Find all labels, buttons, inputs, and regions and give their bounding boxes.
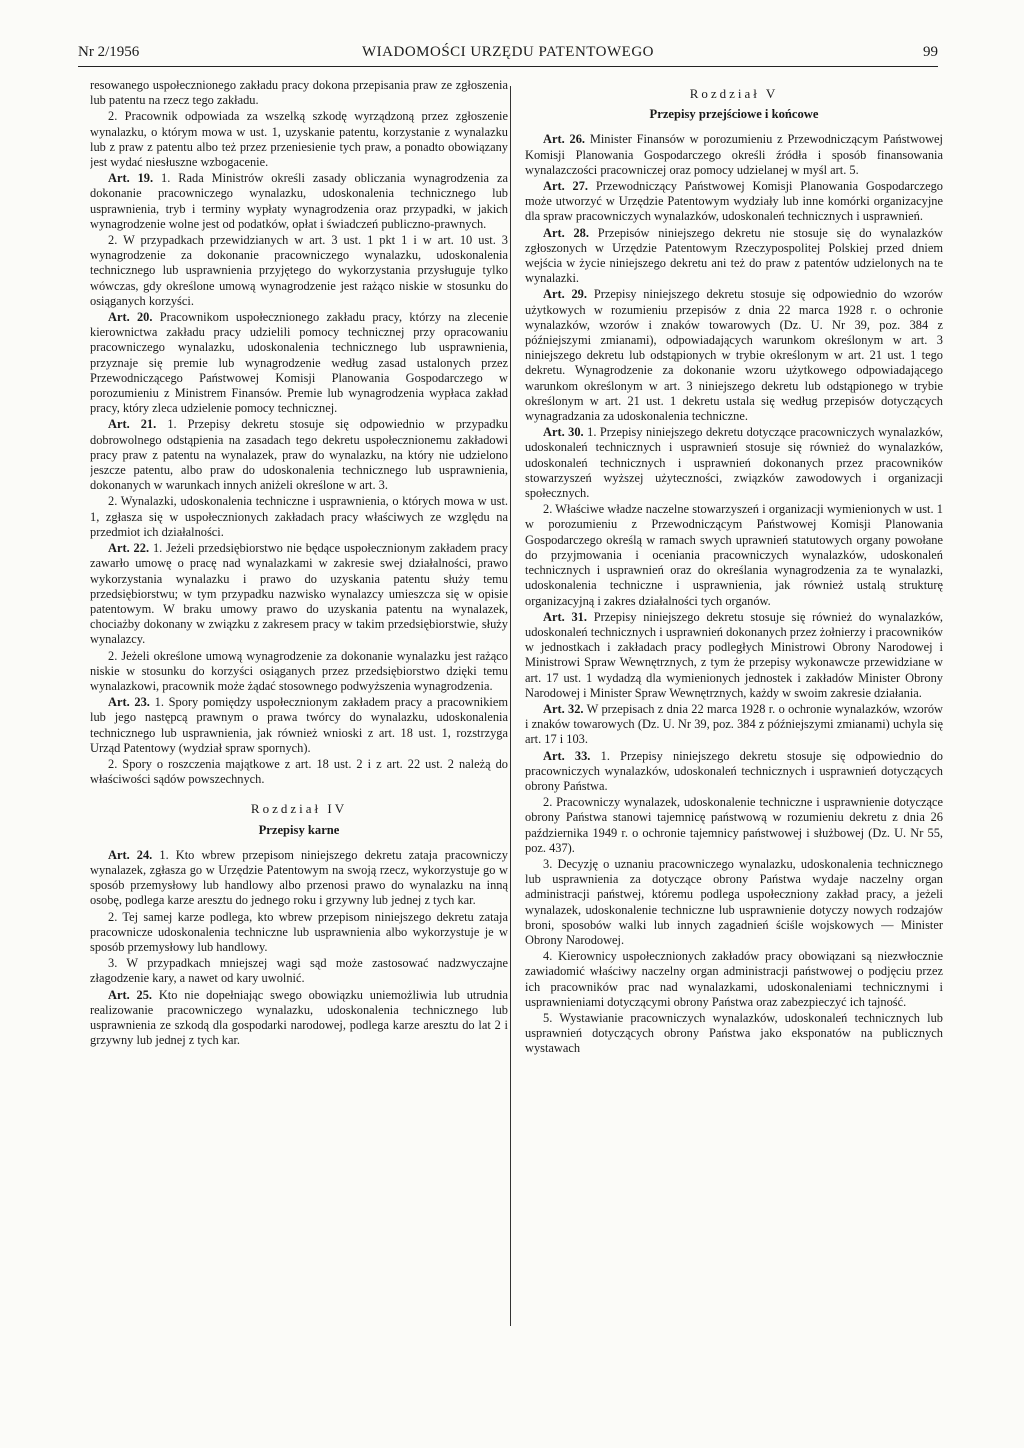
- page-header: [78, 40, 938, 64]
- publication-title: WIADOMOŚCI URZĘDU PATENTOWEGO: [362, 44, 654, 60]
- paragraph: [90, 757, 508, 787]
- chapter-title: Przepisy przejściowe i końcowe: [649, 107, 819, 122]
- page-number: 99: [923, 44, 938, 60]
- paragraph: [90, 78, 508, 108]
- paragraph-text: 1. Kto wbrew przepisom niniejszego dekretu zataja pracowniczy wynalazek, zgłasza go w Urzędzie Patentowym na swoją rzecz, wykorzystuje go w sposób przemysłowy lub handlowy albo przenosi prawo do wynalazku na inną osobę, podlega karze aresztu do jednego roku i grzywny lub jednej z tych kar.: [90, 847, 508, 908]
- paragraph: [90, 541, 508, 647]
- chapter-heading: Rozdział IV: [250, 801, 348, 817]
- left-column: [90, 78, 508, 1418]
- paragraph-text: 2. Spory o roszczenia majątkowe z art. 18 ust. 2 i z art. 22 ust. 2 należą do właściwości sądów powszechnych.: [90, 756, 508, 787]
- paragraph-text: 5. Wystawianie pracowniczych wynalazków, udoskonaleń technicznych lub usprawnień dotyczących obrony Państwa jako eksponatów na publicznych wystawach: [525, 1010, 943, 1056]
- paragraph-text: 1. Jeżeli przedsiębiorstwo nie będące uspołecznionym zakładem pracy zawarło umowę o pracę nad wynalazkami w zakresie swej działalności, prawo wykorzystania wynalazku i prawo do uzyskania patentu służy temu przedsiębiorstwu; w tym przypadku nazwisko wynalazcy umieszcza się w opisie patentowym. W braku umowy prawo do uzyskania patentu na wynalazek, chociażby dokonany w związku z zakresem pracy w takim przedsiębiorstwie, służy wynalazcy.: [90, 541, 508, 647]
- paragraph-text: 2. Właściwe władze naczelne stowarzyszeń i organizacji wymienionych w ust. 1 w porozumieniu z Przewodniczącym Państwowej Komisji Planowania Gospodarczego określą w ramach swych uprawnień statutowych organy powołane do przyjmowania i oceniania pracowniczych wynalazków, udoskonaleń technicznych i usprawnień oraz do określania wynagrodzenia za te wynalazki, udoskonalenia techniczne i usprawnienia, jak również ustalą strukturę organizacyjną i zakres działalności tych organów.: [525, 502, 943, 608]
- paragraph-text: Przepisy niniejszego dekretu stosuje się również do wynalazków, udoskonaleń technicznych i usprawnień dokonanych przez żołnierzy i pracowników w jednostkach i zakładach pracy podległych Ministrowi Obrony Narodowej i Ministrowi Spraw Wewnętrznych, z tym że przepisy wykonawcze przewidziane w art. 17 ust. 1 wydadzą dla wymienionych jednostek i zakładów Minister Obrony Narodowej i Minister Spraw Wewnętrznych, każdy w swoim zakresie działania.: [525, 609, 943, 700]
- article-number: Art. 23.: [108, 695, 150, 710]
- paragraph: [90, 310, 508, 416]
- paragraph-text: Przewodniczący Państwowej Komisji Planowania Gospodarczego może utworzyć w Urzędzie Patentowym wydziały lub inne komórki organizacyjne dla spraw pracowniczych wynalazków, udoskonaleń technicznych i usprawnień.: [525, 179, 943, 224]
- paragraph: [90, 988, 508, 1049]
- article-number: Art. 20.: [108, 310, 153, 325]
- chapter-heading: Rozdział V: [689, 86, 779, 101]
- paragraph: [525, 226, 943, 287]
- column-divider: [510, 86, 511, 1326]
- paragraph-text: 2. W przypadkach przewidzianych w art. 3 ust. 1 pkt 1 i w art. 10 ust. 3 wynagrodzenie za dokonanie pracowniczego wynalazku, udoskonalenia technicznego lub usprawnienia przyjętego do wykorzystania przysługuje tylko wówczas, gdy określone umową wynagrodzenie jest rażąco niskie w stosunku do osiąganych korzyści.: [90, 233, 508, 308]
- paragraph-text: Kto nie dopełniając swego obowiązku uniemożliwia lub utrudnia realizowanie pracowniczego wynalazku, udoskonalenia technicznego lub usprawnienia ze szkodą dla gospodarki narodowej, podlega karze aresztu do lat 2 i grzywny lub jednej z tych kar.: [90, 987, 508, 1048]
- article-number: Art. 27.: [543, 179, 588, 194]
- paragraph: [90, 109, 508, 170]
- header-rule: [78, 66, 938, 67]
- paragraph: [525, 857, 943, 948]
- article-number: Art. 19.: [108, 171, 154, 186]
- paragraph-text: Przepisy niniejszego dekretu stosuje się odpowiednio do wzorów użytkowych w rozumieniu przepisów z dnia 22 marca 1928 r. o ochronie wynalazków, wzorów i znaków towarowych (Dz. U. Nr 39, poz. 384 z późniejszymi zmianami), odpowiadających warunkom określonym w art. 3 niniejszego dekretu lub odstąpionych w trybie określonym w art. 21 ust. 1 tego dekretu. Wynagrodzenie za dokonanie wzoru użytkowego odpowiadającego warunkom określonym w art. 3 niniejszego dekretu lub odstąpionego w trybie określonym w art. 21 ust. 1 dekretu ustala się według przepisów dotyczących wynagradzania za udoskonalenia techniczne.: [525, 287, 943, 424]
- article-number: Art. 24.: [108, 847, 153, 862]
- paragraph: [90, 171, 508, 232]
- paragraph-text: 4. Kierownicy uspołecznionych zakładów pracy obowiązani są niezwłocznie zawiadomić właściwy naczelny organ administracji państwowej o podjęciu przez ich pracowników prac nad wynalazkami, udoskonaleniami technicznymi i usprawnieniami dotyczącymi obrony Państwa oraz zabezpieczyć ich tajność.: [525, 949, 943, 1009]
- article-number: Art. 31.: [543, 609, 587, 624]
- right-column: [525, 78, 943, 1418]
- paragraph-text: 2. Jeżeli określone umową wynagrodzenie za dokonanie wynalazku jest rażąco niskie w stosunku do korzyści osiąganych przez przedsiębiorstwo dzięki temu wynalazkowi, pracownik może żądać stosownego podwyższenia wynagrodzenia.: [90, 648, 508, 693]
- paragraph-text: 3. Decyzję o uznaniu pracowniczego wynalazku, udoskonalenia technicznego lub usprawnienia za dotyczące obrony Państwa wydaje naczelny organ administracji państwej, któremu podlega uspołeczniony zakład pracy, a jeżeli wynalazek, udoskonalenie techniczne lub usprawnienie dotyczy nowych rodzajów broni, sposobów walki lub innych zagadnień ściśle wojskowych — Minister Obrony Narodowej.: [525, 856, 943, 947]
- paragraph: [525, 179, 943, 225]
- paragraph: [90, 649, 508, 695]
- paragraph-text: 1. Spory pomiędzy uspołecznionym zakładem pracy a pracownikiem lub jego następcą prawnym o prawa twórcy do wynalazku, udoskonalenia technicznego lub usprawnienia, jak również wnioski z art. 18 ust. 1, rozstrzyga Urząd Patentowy (wydział spraw spornych).: [90, 695, 508, 755]
- paragraph: [525, 1011, 943, 1057]
- paragraph: [90, 956, 508, 986]
- paragraph: [90, 910, 508, 956]
- paragraph: [525, 610, 943, 701]
- issue-number: Nr 2/1956: [78, 44, 140, 60]
- paragraph: [90, 695, 508, 756]
- paragraph-text: 2. Tej samej karze podlega, kto wbrew przepisom niniejszego dekretu zataja pracownicze udoskonalenia techniczne lub usprawnienia albo wykorzystuje je w sposób przemysłowy lub handlowy.: [90, 909, 508, 954]
- paragraph-text: 2. Wynalazki, udoskonalenia techniczne i usprawnienia, o których mowa w ust. 1, zgłasza się w uspołecznionych zakładach pracy właściwych ze względu na przedmiot ich działalności.: [90, 494, 508, 539]
- paragraph-text: 3. W przypadkach mniejszej wagi sąd może zastosować nadzwyczajne złagodzenie kary, a nawet od kary uwolnić.: [90, 956, 508, 986]
- paragraph: [525, 702, 943, 748]
- paragraph-text: 1. Przepisy niniejszego dekretu dotyczące pracowniczych wynalazków, udoskonaleń technicznych i usprawnień stosuje się również do wynalazków, udoskonaleń technicznych i usprawnień dokonanych przez pracowników stowarzyszeń wyższej użyteczności, związków zawodowych i organizacji społecznych.: [525, 425, 943, 501]
- article-number: Art. 33.: [543, 748, 591, 763]
- chapter-title: Przepisy karne: [258, 822, 340, 837]
- article-number: Art. 22.: [108, 541, 150, 556]
- paragraph: [525, 132, 943, 178]
- paragraph-text: Przepisów niniejszego dekretu nie stosuje się do wynalazków zgłoszonych w Urzędzie Patentowym Rzeczypospolitej Polskiej przed dniem wejścia w życie niniejszego dekretu ani też do praw z patentów udzielonych na te wynalazki.: [525, 225, 943, 286]
- paragraph: [525, 795, 943, 856]
- article-number: Art. 25.: [108, 987, 152, 1002]
- paragraph: [90, 848, 508, 909]
- article-number: Art. 30.: [543, 425, 584, 440]
- paragraph-text: resowanego uspołecznionego zakładu pracy dokona przepisania praw ze zgłoszenia lub patentu na rzecz tego zakładu.: [90, 78, 508, 108]
- paragraph-text: 2. Pracowniczy wynalazek, udoskonalenie techniczne i usprawnienie dotyczące obrony Państwa stanowi tajemnicę państwową w rozumieniu dekretu z dnia 26 października 1949 r. o ochronie tajemnicy państwowej i służbowej (Dz. U. Nr 55, poz. 437).: [525, 795, 943, 855]
- paragraph-text: 1. Przepisy niniejszego dekretu stosuje się odpowiednio do pracowniczych wynalazków, udoskonaleń technicznych i usprawnień dotyczących obrony Państwa.: [525, 748, 943, 793]
- article-number: Art. 28.: [543, 225, 589, 240]
- paragraph-text: Pracownikom uspołecznionego zakładu pracy, którzy na zlecenie kierownictwa zakładu pracy udzielili pomocy technicznej przy opracowaniu pracowniczego wynalazku, udoskonalenia technicznego lub usprawnienia, przyznaje się premie lub wynagrodzenie według zasad ustalonych przez Przewodniczącego Państwowej Komisji Planowania Gospodarczego w porozumieniu z Ministrem Finansów. Premie lub wynagrodzenia wypłaca zakład pracy, który zleca udzielenie pomocy technicznej.: [90, 310, 508, 416]
- paragraph: [90, 417, 508, 493]
- paragraph: [525, 287, 943, 424]
- paragraph-text: 1. Rada Ministrów określi zasady obliczania wynagrodzenia za dokonanie pracowniczego wynalazku, udoskonalenia technicznego lub usprawnienia, tryb i terminy wypłaty wynagrodzenia oraz przypadki, w jakich wynagrodzenie wolne jest od podatków, opłat i świadczeń publiczno-prawnych.: [90, 171, 508, 231]
- paragraph: [525, 949, 943, 1010]
- paragraph: [525, 749, 943, 795]
- paragraph-text: 1. Przepisy dekretu stosuje się odpowiednio w przypadku dobrowolnego odstąpienia na zasadach tego dekretu uspołecznionemu zakładowi pracy praw z patentu na wynalazek, praw do wynalazku, na który nie udzielono jeszcze patentu, albo praw do udoskonalenia technicznego lub usprawnienia, dokonanych w warunkach innych aniżeli określone w art. 3.: [90, 417, 508, 493]
- paragraph: [90, 233, 508, 309]
- paragraph: [90, 494, 508, 540]
- article-number: Art. 26.: [543, 132, 585, 147]
- paragraph-text: W przepisach z dnia 22 marca 1928 r. o ochronie wynalazków, wzorów i znaków towarowych (Dz. U. Nr 39, poz. 384 z późniejszymi zmianami) uchyla się art. 17 i 103.: [525, 701, 943, 747]
- article-number: Art. 32.: [543, 701, 584, 716]
- paragraph-text: Minister Finansów w porozumieniu z Przewodniczącym Państwowej Komisji Planowania Gospodarczego określi źródła i sposób finansowania wynalazczości pracowniczej oraz pomocy udzielanej w myśl art. 5.: [525, 132, 943, 177]
- paragraph-text: 2. Pracownik odpowiada za wszelką szkodę wyrządzoną przez zgłoszenie wynalazku, o którym mowa w ust. 1, uzyskanie patentu, korzystanie z wynalazku lub z praw z patentu albo też przez przeniesienie tych praw, a ponadto obowiązany jest wydać niesłuszne wzbogacenie.: [90, 109, 508, 170]
- article-number: Art. 21.: [108, 417, 157, 432]
- article-number: Art. 29.: [543, 287, 587, 302]
- paragraph: [525, 502, 943, 608]
- paragraph: [525, 425, 943, 501]
